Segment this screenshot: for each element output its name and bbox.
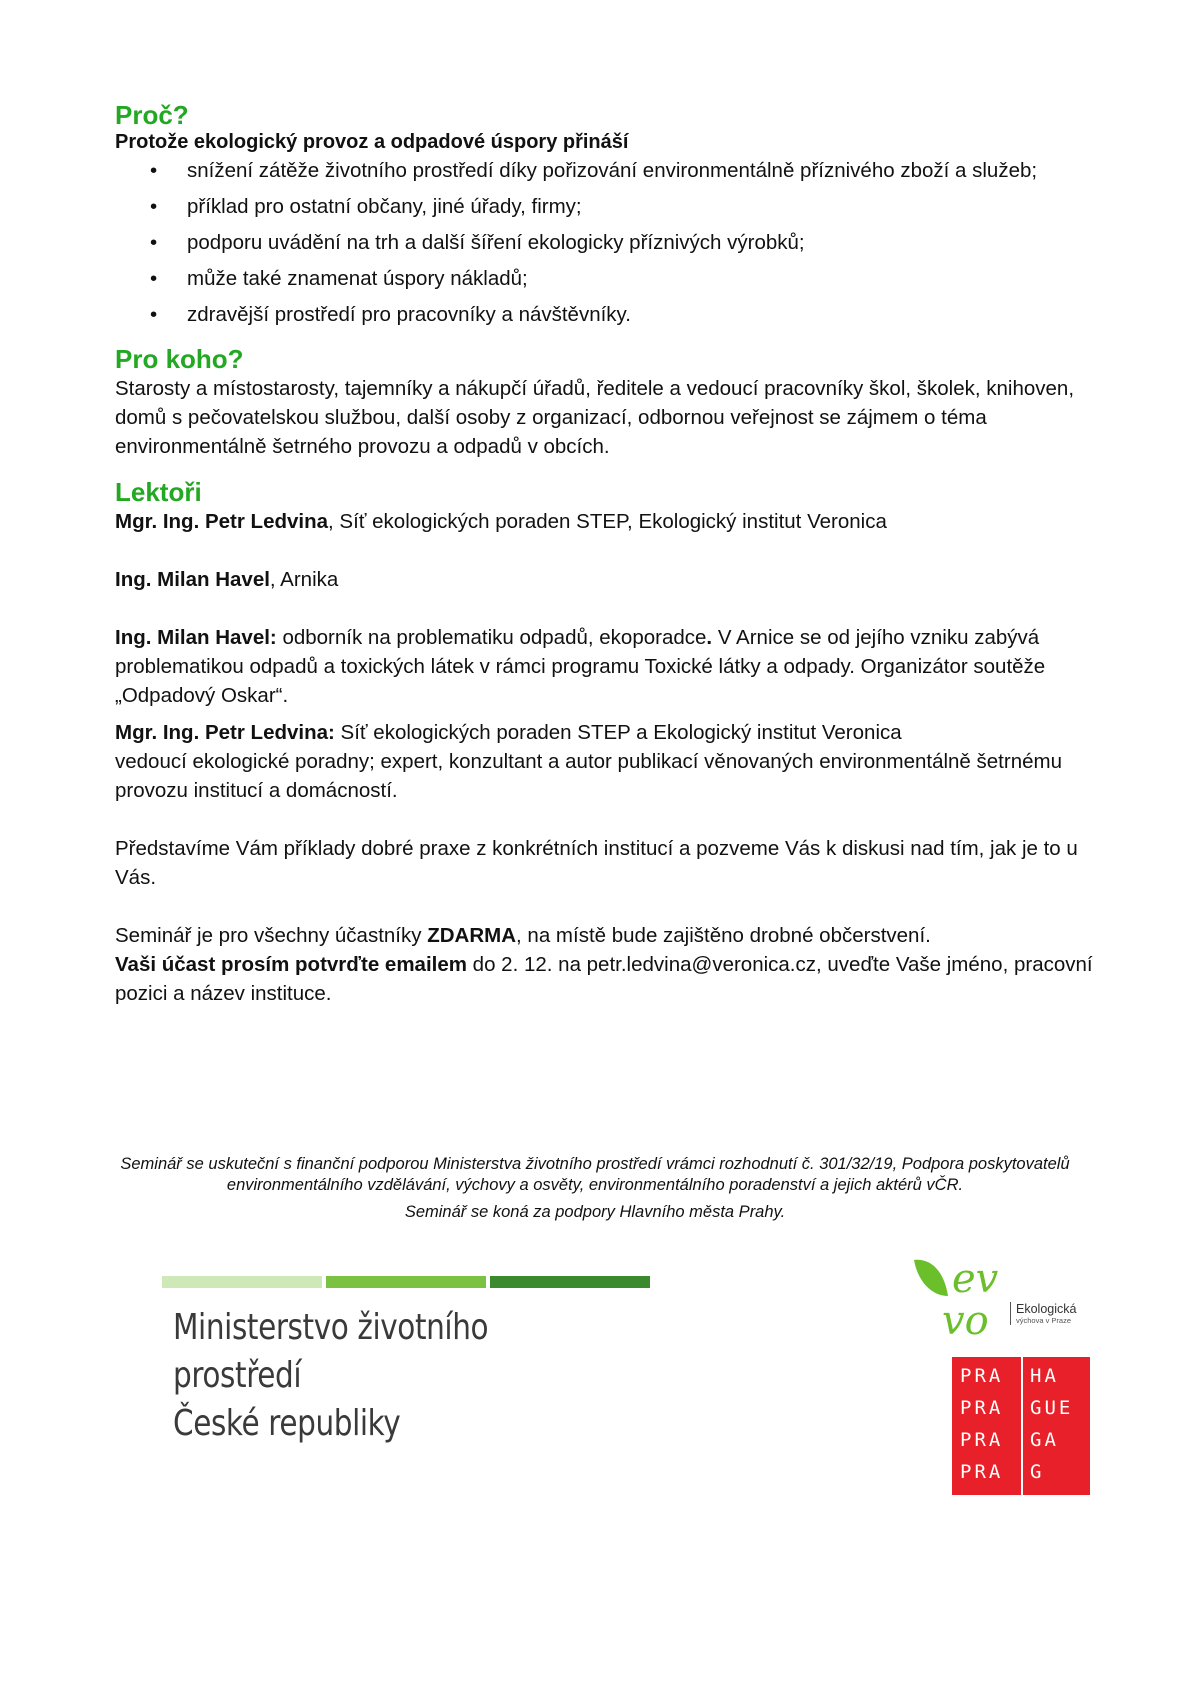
mzp-logo bbox=[140, 1262, 660, 1444]
list-item: • snížení zátěže životního prostředí díky pořizování environmentálně příznivého zboží a služeb; bbox=[115, 156, 1095, 185]
praha-logo: PRA HA PRA GUE PRA GA PRA G bbox=[952, 1357, 1090, 1495]
funding-text: Seminář se uskuteční s finanční podporou Ministerstva životního prostředí vrámci rozhodnutí č. 301/32/19, Podpora poskytovatelů environmentálního vzdělávání, výchovy a osvěty, environmentálního poradenství a jejich aktérů vČR. bbox=[120, 1155, 1070, 1194]
bio-havel: Ing. Milan Havel: odborník na problematiku odpadů, ekoporadce. V Arnice se od jejího vzniku zabývá problematikou odpadů a toxických látek v rámci programu Toxické látky a odpady. Organizátor soutěže „Odpadový Oskar“. bbox=[115, 626, 1046, 707]
pro-koho-text: Starosty a místostarosty, tajemníky a nákupčí úřadů, ředitele a vedoucí pracovníky škol, školek, knihoven, domů s pečovatelskou službou, další osoby z organizací, odbornou veřejnost se zájmem o téma environmentálně šetrného provozu a odpadů v obcích. bbox=[115, 377, 1075, 458]
proc-intro: Protože ekologický provoz a odpadové úspory přináší bbox=[115, 131, 629, 153]
free-badge: ZDARMA bbox=[427, 924, 517, 947]
benefits-list bbox=[115, 156, 1095, 329]
mzp-bar-mid bbox=[326, 1276, 486, 1288]
bullet-icon: • bbox=[150, 303, 158, 326]
invite-text: Představíme Vám příklady dobré praxe z konkrétních institucí a pozveme Vás k diskusi nad tím, jak je to u Vás. bbox=[115, 837, 1078, 889]
bio-ledvina-name: Mgr. Ing. Petr Ledvina: bbox=[115, 721, 335, 744]
bullet-icon: • bbox=[150, 159, 158, 182]
bio-havel-name: Ing. Milan Havel: bbox=[115, 626, 277, 649]
svg-text:ev: ev bbox=[952, 1256, 999, 1302]
confirm-instruction: Vaši účast prosím potvrďte emailem bbox=[115, 953, 467, 976]
prague-support-text: Seminář se koná za podpory Hlavního města Prahy. bbox=[404, 1203, 786, 1221]
heading-pro-koho: Pro koho? bbox=[115, 344, 244, 374]
lecturer-2-name: Ing. Milan Havel bbox=[115, 568, 270, 591]
list-item: • podporu uvádění na trh a další šíření ekologicky příznivých výrobků; bbox=[115, 228, 1095, 257]
registration-free: Seminář je pro všechny účastníky ZDARMA, na místě bude zajištěno drobné občerstvení. bbox=[115, 924, 931, 947]
mzp-logo-bars bbox=[162, 1276, 650, 1288]
list-item: • může také znamenat úspory nákladů; bbox=[115, 264, 1095, 293]
list-item: • zdravější prostředí pro pracovníky a návštěvníky. bbox=[115, 300, 1095, 329]
bullet-icon: • bbox=[150, 231, 158, 254]
mzp-bar-light bbox=[162, 1276, 322, 1288]
mzp-logo-text: Ministerstvo životního prostředí České republiky bbox=[173, 1307, 489, 1444]
lecturer-1-name: Mgr. Ing. Petr Ledvina bbox=[115, 510, 329, 533]
main-content bbox=[115, 100, 1095, 1008]
bullet-icon: • bbox=[150, 267, 158, 290]
heading-lektori: Lektoři bbox=[115, 477, 202, 507]
registration-confirm: Vaši účast prosím potvrďte emailem do 2. 12. na petr.ledvina@veronica.cz, uveďte Vaše jméno, pracovní pozici a název instituce. bbox=[115, 953, 1093, 1005]
funding-note bbox=[115, 1154, 1075, 1223]
evvo-leaf-icon bbox=[912, 1252, 1012, 1340]
bullet-icon: • bbox=[150, 195, 158, 218]
heading-proc: Proč? bbox=[115, 100, 189, 130]
mzp-bar-dark bbox=[490, 1276, 650, 1288]
lecturer-2: Ing. Milan Havel, Arnika bbox=[115, 568, 339, 591]
evvo-logo bbox=[912, 1252, 1092, 1340]
svg-text:vo: vo bbox=[942, 1298, 989, 1340]
lecturer-1: Mgr. Ing. Petr Ledvina, Síť ekologických poraden STEP, Ekologický institut Veronica bbox=[115, 510, 887, 533]
bio-ledvina: Mgr. Ing. Petr Ledvina: Síť ekologických poraden STEP a Ekologický institut Veronica vedoucí ekologické poradny; expert, konzultant a autor publikací věnovaných environmentálně šetrnému provozu institucí a domácností. bbox=[115, 721, 1062, 802]
list-item: • příklad pro ostatní občany, jiné úřady, firmy; bbox=[115, 192, 1095, 221]
evvo-caption: Ekologická výchova v Praze bbox=[1010, 1302, 1076, 1325]
